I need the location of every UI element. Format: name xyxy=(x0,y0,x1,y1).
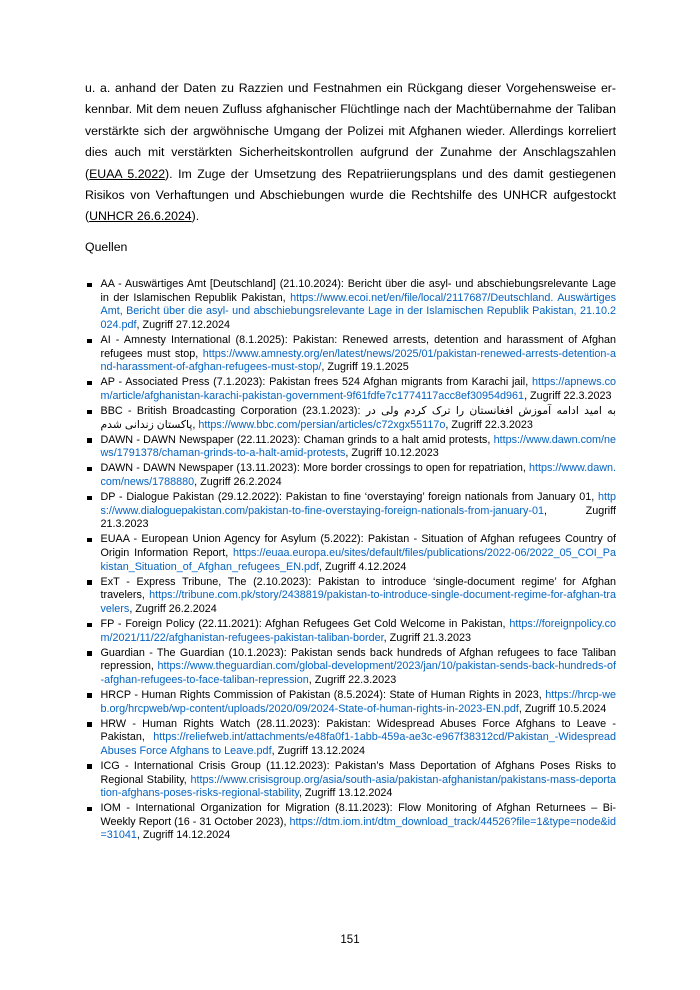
source-url-link[interactable]: https://dtm.iom.int/dtm_download_track/44526?file=1&type=node&id=31041 xyxy=(100,815,616,842)
source-item xyxy=(85,278,616,332)
text-segment: , Zugriff 21.3.2023 xyxy=(100,504,616,531)
body-paragraph xyxy=(85,78,616,228)
bullet-square-icon xyxy=(87,807,92,812)
text-segment: , Zugriff 26.2.2024 xyxy=(194,476,282,489)
source-item xyxy=(85,802,616,843)
text-segment: , Zugriff 22.3.2023 xyxy=(524,390,612,402)
text-segment: , Zugriff 13.12.2024 xyxy=(298,787,393,800)
source-item xyxy=(85,533,616,574)
source-url-link[interactable]: https://www.dawn.com/news/1791378/chaman-grinds-to-a-halt-amid-protests xyxy=(100,433,616,460)
source-url-link[interactable]: https://www.dawn.com/news/1788880 xyxy=(100,462,616,489)
sources-list xyxy=(85,278,616,843)
source-text xyxy=(101,334,617,375)
cross-ref-link[interactable]: UNHCR 26.6.2024 xyxy=(89,209,192,224)
text-segment: به امید ادامه آموزش افغانستان را ترک کردم ولی در پاکستان زندانی شدم xyxy=(100,405,616,431)
bullet-square-icon xyxy=(87,283,92,288)
cross-ref-link[interactable]: EUAA 5.2022 xyxy=(89,166,166,181)
text-segment: , xyxy=(192,418,199,431)
text-segment: ). xyxy=(191,209,200,224)
text-segment: , Zugriff 26.2.2024 xyxy=(129,602,217,615)
text-segment: , Zugriff 4.12.2024 xyxy=(319,560,407,573)
source-item xyxy=(85,689,616,716)
text-segment: , Zugriff 19.1.2025 xyxy=(321,361,409,374)
text-segment: , Zugriff 14.12.2024 xyxy=(136,829,231,842)
source-text xyxy=(101,376,617,403)
text-segment: DAWN - DAWN Newspaper (13.11.2023): More border crossings to open for repatriation, xyxy=(100,462,529,475)
source-item xyxy=(85,462,616,489)
source-text xyxy=(101,618,617,645)
source-url-link[interactable]: https://www.bbc.com/persian/articles/c72xgx55117o xyxy=(198,418,446,431)
bullet-square-icon xyxy=(87,764,92,769)
source-text xyxy=(101,802,617,843)
sources-heading: Quellen xyxy=(85,239,128,254)
source-url-link[interactable]: https://www.amnesty.org/en/latest/news/2025/01/pakistan-renewed-arrests-detention-and-harassment-of-afghan-refugees-must-stop/ xyxy=(100,347,616,374)
text-segment: DAWN - DAWN Newspaper (22.11.2023): Chaman grinds to a halt amid protests, xyxy=(100,433,494,446)
text-segment: ICG - International Crisis Group (11.12.2023): Pakistan’s Mass Deportation of Afghans Poses Risks to Regional Stability, xyxy=(100,759,616,786)
bullet-square-icon xyxy=(87,438,92,443)
bullet-square-icon xyxy=(87,580,92,585)
text-segment: FP - Foreign Policy (22.11.2021): Afghan Refugees Get Cold Welcome in Pakistan, xyxy=(100,618,510,630)
text-segment: HRCP - Human Rights Commission of Pakistan (8.5.2024): State of Human Rights in 2023, xyxy=(100,688,546,701)
source-text xyxy=(101,647,617,688)
source-url-link[interactable]: https://www.ecoi.net/en/file/local/2117687/Deutschland. Auswärtiges Amt, Bericht über die asyl- und abschiebungsrelevante Lage in der Islamischen Republik Pakistan, 21.10.2024.pdf xyxy=(100,291,617,332)
source-item xyxy=(85,434,616,461)
text-segment: BBC - British Broadcasting Corporation (23.1.2023): xyxy=(100,405,366,418)
source-url-link[interactable]: https://euaa.europa.eu/sites/default/files/publications/2022-06/2022_05_COI_Pakistan_Situation_of_Afghan_refugees_EN.pdf xyxy=(100,547,616,573)
source-item xyxy=(85,376,616,403)
source-url-link[interactable]: https://foreignpolicy.com/2021/11/22/afghanistan-refugees-pakistan-taliban-border xyxy=(100,618,616,644)
source-item xyxy=(85,576,616,617)
source-item xyxy=(85,405,616,432)
text-segment: AA - Auswärtiges Amt [Deutschland] (21.10.2024): Bericht über die asyl- und abschiebungsrelevante Lage in der Islamischen Republik Pakistan, xyxy=(100,278,616,304)
source-item xyxy=(85,718,616,759)
source-url-link[interactable]: https://reliefweb.int/attachments/e48fa0f1-1abb-459a-ae3c-e967f38312cd/Pakistan_-Widespread Abuses Force Afghans to Leave.pdf xyxy=(100,731,616,757)
source-url-link[interactable]: https://www.crisisgroup.org/asia/south-asia/pakistan-afghanistan/pakistans-mass-deportation-afghans-poses-risks-regional-stability xyxy=(100,773,616,800)
source-text xyxy=(101,689,617,716)
source-item xyxy=(85,760,616,801)
text-segment: AI - Amnesty International (8.1.2025): Pakistan: Renewed arrests, detention and harassment of Afghan refugees must stop, xyxy=(100,334,616,360)
bullet-square-icon xyxy=(87,651,92,656)
source-text xyxy=(101,718,617,759)
text-segment: ExT - Express Tribune, The (2.10.2023): Pakistan to introduce ‘single-document regime’ for Afghan travelers, xyxy=(100,575,616,602)
bullet-square-icon xyxy=(87,381,92,386)
source-item xyxy=(85,334,616,375)
text-segment: HRW - Human Rights Watch (28.11.2023): Pakistan: Widespread Abuses Force Afghans to Leave - Pakistan, xyxy=(100,717,616,744)
text-segment: , Zugriff 10.5.2024 xyxy=(518,702,607,715)
text-segment: AP - Associated Press (7.1.2023): Pakistan frees 524 Afghan migrants from Karachi jail, xyxy=(100,376,532,389)
text-segment: , Zugriff 13.12.2024 xyxy=(271,744,366,757)
source-url-link[interactable]: https://www.theguardian.com/global-development/2023/jan/10/pakistan-sends-back-hundreds-of-afghan-refugees-to-face-taliban-repression xyxy=(100,660,616,686)
source-text xyxy=(101,533,617,574)
source-text xyxy=(101,278,617,332)
bullet-square-icon xyxy=(87,623,92,628)
source-text xyxy=(101,462,617,489)
bullet-square-icon xyxy=(87,538,92,543)
text-segment: ). Im Zuge der Umsetzung des Repatriierungsplans und des damit gestiegenen Risikos von Verhaftungen und Abschiebungen wurde die Rechtshilfe des UNHCR aufgestockt ( xyxy=(85,166,616,224)
bullet-square-icon xyxy=(87,693,92,698)
source-item xyxy=(85,647,616,688)
source-text xyxy=(101,576,617,617)
source-url-link[interactable]: https://hrcp-web.org/hrcpweb/wp-content/uploads/2020/09/2024-State-of-human-rights-in-2023-EN.pdf xyxy=(100,688,616,715)
text-segment: EUAA - European Union Agency for Asylum (5.2022): Pakistan - Situation of Afghan refugees Country of Origin Information Report, xyxy=(100,533,616,560)
source-item xyxy=(85,491,616,532)
source-text xyxy=(101,405,617,432)
text-segment: , Zugriff 21.3.2023 xyxy=(383,631,472,644)
text-segment: , Zugriff 22.3.2023 xyxy=(445,418,533,431)
bullet-square-icon xyxy=(87,410,92,415)
bullet-square-icon xyxy=(87,467,92,472)
source-url-link[interactable]: https://www.dialoguepakistan.com/pakistan-to-fine-overstaying-foreign-nationals-from-january-01 xyxy=(100,491,616,517)
source-text xyxy=(101,491,617,532)
text-segment: u. a. anhand der Daten zu Razzien und Festnahmen ein Rückgang dieser Vorgehensweise erkennbar. Mit dem neuen Zufluss afghanischer Flüchtlinge nach der Machtübernahme der Taliban verstärkte sich der argwöhnische Umgang der Polizei mit Afghanen wieder. Allerdings korreliert dies auch mit verstärkten Sicherheitskontrollen aufgrund der Zunahme der Anschlagszahlen ( xyxy=(85,81,616,181)
bullet-square-icon xyxy=(87,339,92,344)
text-segment: IOM - International Organization for Migration (8.11.2023): Flow Monitoring of Afghan Returnees – Bi-Weekly Report (16 - 31 October 2023), xyxy=(100,802,616,828)
text-segment: , Zugriff 27.12.2024 xyxy=(136,319,230,332)
bullet-square-icon xyxy=(87,722,92,727)
page-number: 151 xyxy=(340,934,360,946)
bullet-square-icon xyxy=(87,496,92,501)
text-segment: , Zugriff 22.3.2023 xyxy=(308,673,397,686)
source-item xyxy=(85,618,616,645)
source-url-link[interactable]: https://apnews.com/article/afghanistan-karachi-pakistan-government-9f61fdfe7c1774117acc8ef30954d961 xyxy=(100,376,616,402)
text-segment: , Zugriff 10.12.2023 xyxy=(345,447,439,460)
text-segment: Guardian - The Guardian (10.1.2023): Pakistan sends back hundreds of Afghan refugees to face Taliban repression, xyxy=(100,646,616,673)
source-text xyxy=(101,434,617,461)
source-text xyxy=(101,760,617,801)
text-segment: DP - Dialogue Pakistan (29.12.2022): Pakistan to fine ‘overstaying’ foreign nationals from January 01, xyxy=(100,491,598,504)
source-url-link[interactable]: https://tribune.com.pk/story/2438819/pakistan-to-introduce-single-document-regime-for-afghan-travelers xyxy=(100,589,616,615)
